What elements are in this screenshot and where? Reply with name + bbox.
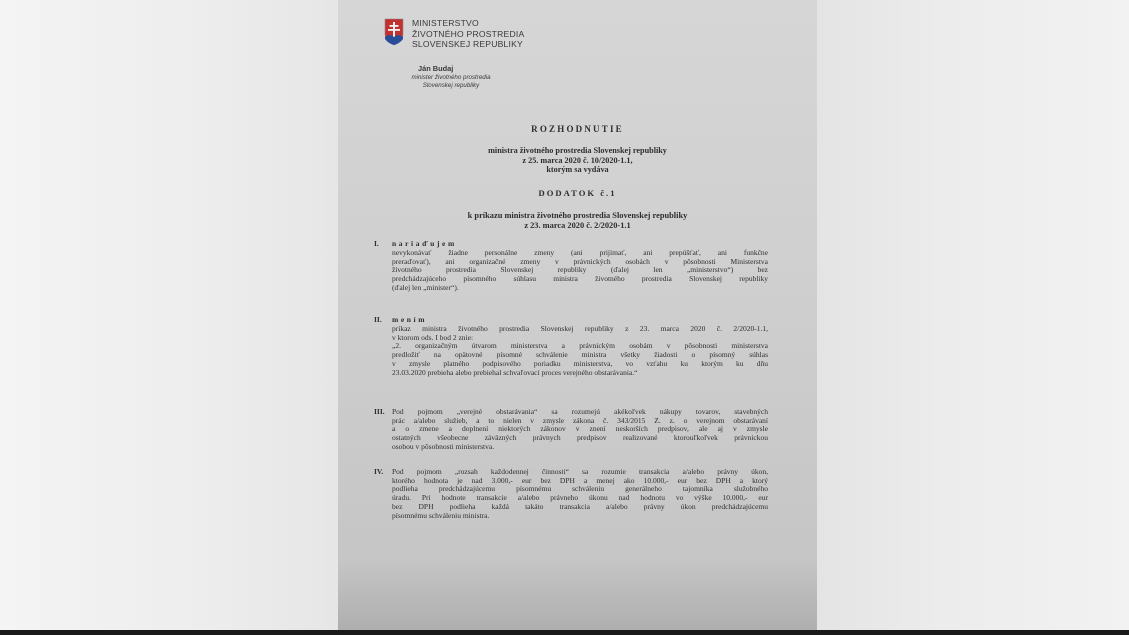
body-line: písomnému schváleniu ministra. (392, 510, 490, 520)
addendum-title: DODATOK č.1 (538, 188, 617, 198)
minister-role-line: Slovenskej republiky (422, 82, 480, 89)
section-body (392, 249, 768, 293)
quote-line: predložiť na opätovné písomné schválenie ministra všetky žiadosti o písomný súhlas (392, 350, 768, 360)
body-line: predchádzajúceho písomného súhlasu ministra životného prostredia Slovenskej republiky (392, 274, 768, 284)
subtitle-line: ktorým sa vydáva (546, 165, 609, 175)
background-right (817, 0, 1129, 635)
minister-role-line: minister životného prostredia (411, 74, 491, 81)
minister-role (396, 74, 506, 90)
ministry-line: MINISTERSTVO (412, 18, 479, 28)
document-page (338, 0, 817, 630)
body-line: prác a/alebo služieb, a to nielen v zmysle zákona č. 343/2015 Z. z. o verejnom obstarávaní (392, 415, 768, 425)
section-numeral: III. (374, 407, 385, 416)
document-title: ROZHODNUTIE (531, 124, 624, 134)
section-numeral: I. (374, 239, 379, 248)
body-line: Pod pojmom „verejné obstarávania“ sa rozumejú akékoľvek nákupy tovarov, stavebných (392, 407, 768, 416)
body-line: ktorého hodnota je nad 3.000,- eur bez DPH a menej ako 10.000,- eur bez DPH a ktorý (392, 475, 768, 485)
body-line: osobou v pôsobnosti ministerstva. (392, 441, 495, 451)
subtitle-line: z 25. marca 2020 č. 10/2020-1.1, (522, 155, 633, 165)
minister-name: Ján Budaj (418, 64, 454, 73)
body-line: životného prostredia Slovenskej republiky (ďalej len „ministerstvo“) bez (392, 265, 768, 275)
ministry-line: SLOVENSKEJ REPUBLIKY (412, 39, 523, 50)
quote-line: „2. organizačným útvarom ministerstva a právnickým osobám v pôsobnosti ministerstva (392, 341, 768, 351)
body-line: príkaz ministra životného prostredia Slovenskej republiky z 23. marca 2020 č. 2/2020-1.1, (392, 324, 768, 333)
subtitle-line: ministra životného prostredia Slovenskej republiky (488, 146, 667, 155)
body-line: bez DPH podlieha každá takáto transakcia a/alebo právny úkon predchádzajúcemu (392, 501, 768, 511)
body-line: preraďovať), ani organizačné zmeny v právnických osobách v pôsobnosti Ministerstva (392, 256, 768, 266)
body-line: Pod pojmom „rozsah každodennej činnosti“ sa rozumie transakcia a/alebo právny úkon, (392, 467, 768, 476)
body-line: ostatných všeobecne záväzných právnych predpisov realizované ktorouľkoľvek právnickou (392, 433, 768, 443)
section-body (392, 468, 768, 520)
body-line: v ktorom ods. I bod 2 znie: (392, 332, 474, 342)
body-line: nevykonávať žiadne personálne zmeny (ani prijímať, ani prepúšťať, ani funkčne (392, 248, 768, 257)
section-body (392, 325, 768, 377)
section-numeral: II. (374, 315, 382, 324)
bottom-edge (0, 630, 1129, 635)
reference-line: k príkazu ministra životného prostredia Slovenskej republiky (467, 211, 688, 220)
body-line: a o zmene a doplnení niektorých zákonov v znení neskorších predpisov, ale aj v zmysle (392, 424, 768, 434)
section-heading: mením (392, 315, 428, 324)
quote-line: 23.03.2020 prebieha alebo prebiehal schvaľovací proces verejného obstarávania.“ (392, 367, 638, 377)
ministry-name (412, 18, 524, 50)
section-heading: nariaďujem (392, 239, 457, 248)
section-numeral: IV. (374, 467, 384, 476)
body-line: podlieha predchádzajúcemu písomnému schváleniu generálneho tajomníka služobného (392, 484, 768, 494)
quote-line: v zmysle platného podpisového poriadku ministerstva, vo vzťahu ku ktorým ku dňu (392, 358, 768, 368)
background-left (0, 0, 338, 635)
body-line: (ďalej len „minister“). (392, 282, 459, 292)
section-body (392, 408, 768, 452)
ministry-line: ŽIVOTNÉHO PROSTREDIA (412, 28, 525, 39)
reference-line: z 23. marca 2020 č. 2/2020-1.1 (524, 220, 631, 230)
slovak-coat-of-arms-icon (384, 18, 404, 46)
reference (338, 211, 817, 231)
document-subtitle (338, 146, 817, 175)
body-line: úradu. Pri hodnote transakcie a/alebo právneho úkonu nad hodnotu vo výške 10.000,- eur (392, 493, 768, 503)
